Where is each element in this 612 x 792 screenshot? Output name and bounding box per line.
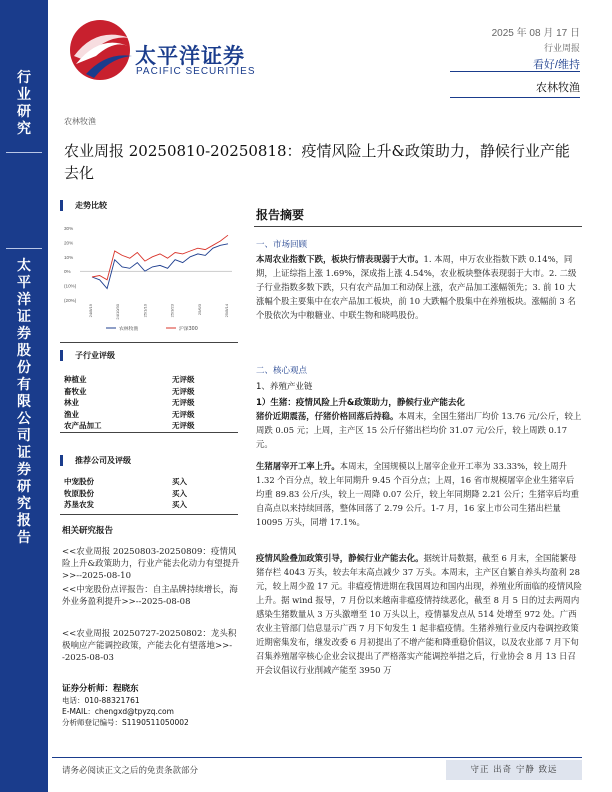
company-rating: 买入 (172, 488, 187, 498)
logo-text-en: PACIFIC SECURITIES (136, 66, 256, 77)
x-tick-label: 25/6/3 (196, 304, 202, 316)
report-title: 农业周报 20250810-20250818：疫情风险上升&政策助力，静候行业产能去化 (64, 142, 570, 182)
sub-industry-name: 林业 (64, 398, 79, 407)
sub-industry-rating: 无评级 (172, 375, 195, 384)
sidebar-divider (6, 248, 42, 249)
sub-ratings-heading-text: 子行业评级 (75, 351, 115, 360)
capacity-body: 据统计局数据，截至 6 月末，全国能繁母猪存栏 4043 万头，较去年末高点减少 37 万头。本周末，主产区自繁自养头均盈利 28 元，较上周少盈 17 元。非瘟疫情进期在我国周边和国内出现，养殖业所面临的疫情风险上升。据 wind 报导，7 月份以来越南非瘟疫情持续恶化，截至 8 月 5 日的过去两周内感染生猪数量从 3 万头激增至 10 万头以上，疫情暴发点从 514 处增至 972 处。广西农业主管部门信息显示广西 7 月下旬发生 1 起非瘟疫情。生猪养殖行业反内卷调控政策近期密集发布，继发改委 6 月初提出了不增产能和降重稳价倡议，以及农业部 7 月下旬召集养殖屠宰核心企业会议提出了严格落实产能调控举措之后，行业协会 8 月 13 日召开会议倡议行业削减产能至 3950 万 (256, 553, 582, 675)
left-sidebar (0, 0, 48, 792)
footer-disclaimer: 请务必阅读正文之后的免责条款部分 (62, 766, 199, 776)
sub-industry-name: 农产品加工 (64, 421, 102, 430)
section-marker (60, 455, 63, 466)
section-rule (60, 342, 238, 343)
y-tick-label: (20%) (64, 298, 77, 303)
section-marker (60, 350, 63, 361)
pig-price-lead: 猪价近期震荡，仔猪价格回落后持稳。 (256, 411, 399, 421)
y-tick-label: 10% (64, 254, 74, 260)
sub-industry-name: 种植业 (64, 375, 87, 384)
table-row (64, 409, 236, 421)
sidebar-char: 研 (17, 479, 31, 495)
report-date: 2025 年 08 月 17 日 (491, 28, 580, 39)
market-review-body: 1. 本周，申万农业指数下跌 0.14%，同期，上证综指上涨 1.69%，深成指上涨 4.54%，农业板块整体表现弱于大市。2. 二级子行业指数多数下跌，只有农产品加工和动保上涨，农产品加工涨幅领先；3. 前 10 大涨幅个股主要集中在农产品加工板块，前 10 大跌幅个股集中在养殖板块。涨幅前 3 名个股依次为中粮糖业、中联生物和晓鸣股份。 (256, 254, 577, 320)
related-item[interactable]: <<农业周报 20250803-20250809：疫情风险上升&政策助力，行业产能去化动力有望提升>>--2025-08-10 (62, 547, 240, 581)
sidebar-char: 证 (17, 309, 31, 325)
sidebar-char: 洋 (17, 292, 31, 308)
trend-chart (62, 218, 238, 336)
table-row (64, 476, 236, 488)
sidebar-char: 证 (17, 445, 31, 461)
table-row (64, 397, 236, 409)
analyst-name: 证券分析师：程晓东 (62, 684, 139, 694)
point-heading: 1）生猪：疫情风险上升&政策助力，静候行业产能去化 (256, 398, 465, 408)
header-divider (450, 97, 580, 98)
sidebar-char: 股 (17, 343, 31, 359)
logo-text-cn: 太平洋证券 (135, 44, 245, 68)
subsection-heading: 1、养殖产业链 (256, 382, 313, 392)
sidebar-char: 公 (17, 411, 31, 427)
x-tick-label: 24/10/30 (115, 304, 121, 320)
legend-label: 沪深300 (179, 327, 198, 332)
sidebar-char: 太 (17, 258, 31, 274)
sidebar-char: 报 (17, 513, 31, 529)
slaughter-paragraph (256, 459, 582, 529)
analyst-info (62, 684, 240, 728)
series-line-沪深300 (92, 235, 228, 280)
table-row (64, 374, 236, 386)
sidebar-top-label (0, 70, 48, 138)
table-row (64, 488, 236, 500)
y-tick-label: 0% (64, 269, 71, 275)
footer-motto: 守正 出奇 宁静 致远 (446, 760, 582, 780)
sidebar-char: 限 (17, 394, 31, 410)
x-tick-label: 25/3/23 (169, 304, 175, 318)
company-name: 牧原股份 (64, 488, 94, 498)
sidebar-char: 业 (17, 87, 31, 103)
section-rule (254, 226, 582, 227)
sidebar-company-label (0, 258, 48, 547)
section-rule (60, 514, 238, 515)
company-name: 中宠股份 (64, 477, 94, 486)
sidebar-divider (6, 152, 42, 153)
summary-title: 报告摘要 (256, 208, 305, 222)
sidebar-char: 行 (17, 70, 31, 86)
capacity-paragraph (256, 551, 582, 677)
company-rating: 买入 (172, 500, 187, 509)
trend-heading (60, 200, 107, 211)
market-review-paragraph (256, 252, 582, 322)
industry-name: 农林牧渔 (536, 82, 580, 94)
sub-industry-name: 渔业 (64, 409, 79, 419)
sub-industry-rating: 无评级 (172, 421, 195, 430)
sidebar-char: 研 (17, 104, 31, 120)
x-tick-label: 24/8/19 (88, 304, 93, 318)
related-heading: 相关研究报告 (62, 526, 114, 536)
pig-price-paragraph (256, 409, 582, 451)
footer-divider (52, 757, 582, 758)
industry-rating: 看好/维持 (532, 59, 580, 71)
slaughter-lead: 生猪屠宰开工率上升。 (256, 461, 340, 471)
sub-industry-rating: 无评级 (172, 409, 195, 419)
table-row (64, 386, 236, 398)
sidebar-char: 券 (17, 462, 31, 478)
sub-ratings-heading (60, 350, 115, 361)
analyst-email[interactable]: E-MAIL：chengxd@tpyzq.com (62, 707, 174, 716)
report-type: 行业周报 (543, 43, 580, 53)
sidebar-char: 究 (17, 121, 31, 137)
y-tick-label: (10%) (64, 283, 77, 289)
pig-price-body: 本周末，全国生猪出厂均价 13.76 元/公斤，较上周跌 0.05 元；上周，主产区 15 公斤仔猪出栏均价 31.07 元/公斤，较上周跌 0.17 元。 (256, 411, 582, 449)
sub-industry-rating: 无评级 (172, 398, 195, 407)
series-line-农林牧渔 (92, 244, 228, 289)
table-row (64, 420, 236, 432)
sidebar-char: 券 (17, 326, 31, 342)
x-tick-label: 25/1/10 (142, 304, 148, 318)
sidebar-char: 平 (17, 275, 31, 291)
sidebar-char: 究 (17, 496, 31, 512)
trend-heading-text: 走势比较 (75, 201, 107, 210)
section-marker (60, 200, 63, 211)
y-tick-label: 20% (64, 240, 74, 246)
company-rating: 买入 (172, 477, 187, 486)
sidebar-char: 份 (17, 360, 31, 376)
y-tick-label: 30% (64, 226, 74, 231)
recommend-heading (60, 455, 131, 466)
sub-industry-rating: 无评级 (172, 386, 195, 396)
sidebar-char: 司 (17, 428, 31, 444)
section-heading-core: 二、核心观点 (256, 366, 308, 376)
sidebar-char: 告 (17, 530, 31, 546)
market-review-lead: 本周农业指数下跌，板块行情表现弱于大市。 (256, 254, 424, 264)
x-tick-label: 25/8/14 (224, 304, 229, 318)
capacity-lead: 疫情风险叠加政策引导，静候行业产能去化。 (256, 553, 424, 563)
table-row (64, 499, 236, 511)
header-divider (450, 71, 580, 72)
recommend-table (64, 476, 236, 511)
company-name: 苏垦农发 (64, 500, 94, 509)
section-rule (60, 432, 238, 433)
related-item[interactable]: <<农业周报 20250727-20250802：龙头积极响应产能调控政策，产能去化有望落地>>--2025-08-03 (62, 629, 237, 663)
analyst-license: 分析师登记编号：S1190511050002 (62, 718, 189, 727)
slaughter-body: 本周末，全国规模以上屠宰企业开工率为 33.33%，较上周升 1.32 个百分点，较上年同期升 9.45 个百分点；上周，16 省市规模屠宰企业生猪宰后均重 89.83 公斤/头，较上一周降 0.07 公斤，较上年同期降 2.21 公斤；生猪宰后均重自高点以来持续回落，整体回落了 2.79 公斤。1-7 月，16 家上市公司生猪出栏量 10095 万头，同增 17.1%。 (256, 461, 579, 527)
related-item[interactable]: <<中宠股份点评报告：自主品牌持续增长，海外业务盈利提升>>--2025-08-08 (62, 585, 238, 607)
legend-label: 农林牧渔 (119, 327, 139, 332)
recommend-heading-text: 推荐公司及评级 (75, 456, 131, 465)
sub-ratings-table (64, 374, 236, 432)
sidebar-char: 有 (17, 377, 31, 393)
category-label: 农林牧渔 (64, 117, 96, 126)
analyst-phone: 电话：010-88321761 (62, 696, 140, 705)
sub-industry-name: 畜牧业 (64, 386, 87, 396)
section-heading-market: 一、市场回顾 (256, 240, 308, 250)
